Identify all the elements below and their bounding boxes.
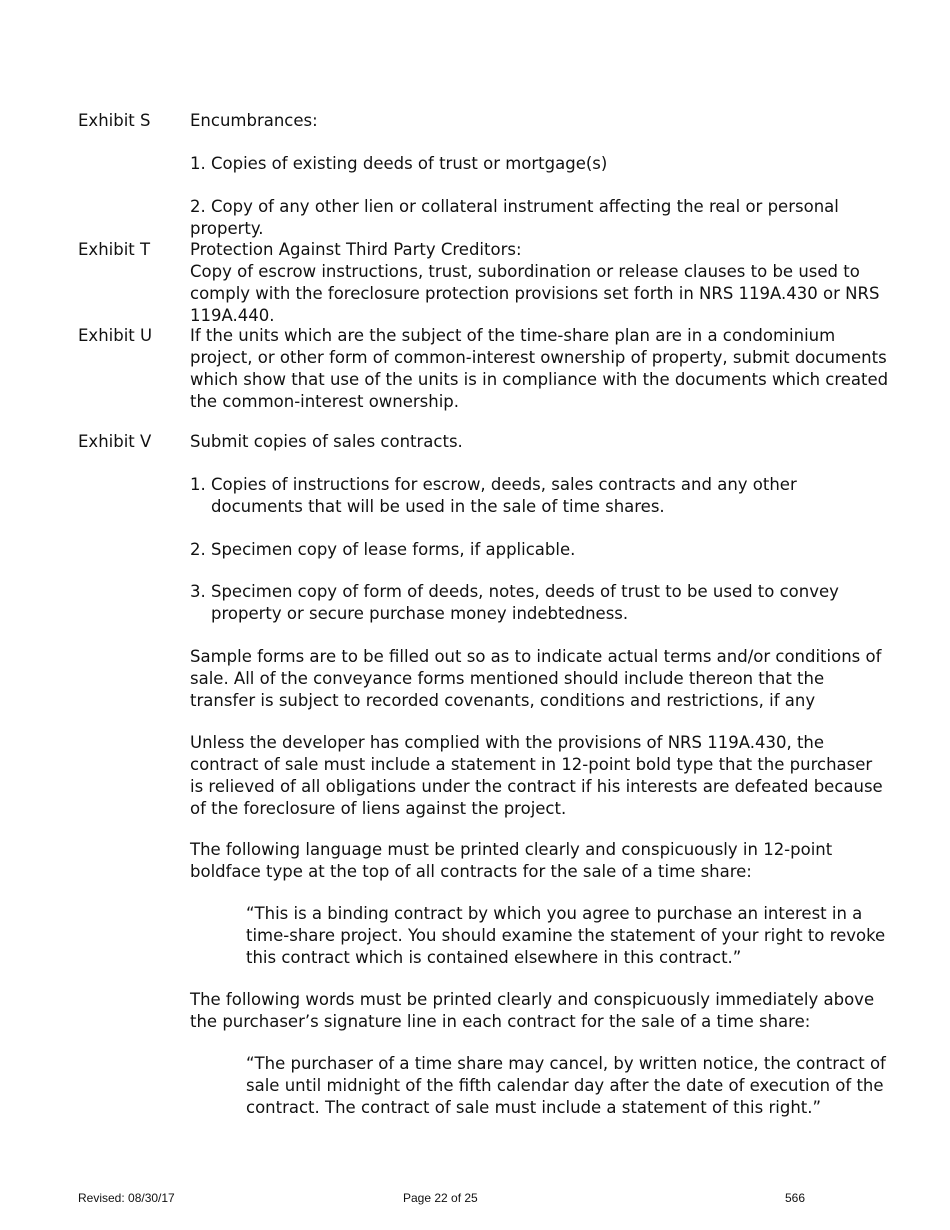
exhibit-v-item-2: 2. Specimen copy of lease forms, if applicable. [190,540,576,559]
exhibit-t-text: Copy of escrow instructions, trust, subordination or release clauses to be used to comply with the foreclosure protection provisions set forth in NRS 119A.430 or NRS 119A.440. [190,262,880,325]
binding-contract-quote: “This is a binding contract by which you agree to purchase an interest in a time-share project. You should examine the statement of your right to revoke this contract which is contained elsewhere in this contract.” [246,904,886,967]
exhibit-u-text: If the units which are the subject of the time-share plan are in a condominium project, or other form of common-interest ownership of property, submit documents which show that use of the units is in compliance with the documents which created the common-interest ownership. [190,326,889,411]
exhibit-v-title: Submit copies of sales contracts. [190,432,463,451]
exhibit-s-item-1: 1. Copies of existing deeds of trust or mortgage(s) [190,154,608,173]
exhibit-t-title: Protection Against Third Party Creditors: [190,240,522,259]
exhibit-s-item-2: 2. Copy of any other lien or collateral instrument affecting the real or personal property. [190,197,839,238]
signature-line-paragraph: The following words must be printed clearly and conspicuously immediately above the purchaser’s signature line in each contract for the sale of a time share: [190,990,875,1031]
exhibit-s-label: Exhibit S [78,111,151,130]
exhibit-s-title: Encumbrances: [190,111,318,130]
exhibit-u-label: Exhibit U [78,326,153,345]
footer-page-number: Page 22 of 25 [403,1191,478,1205]
exhibit-v-item-3: 3. Specimen copy of form of deeds, notes, deeds of trust to be used to convey property or secure purchase money indebtedness. [190,582,839,623]
binding-language-paragraph: The following language must be printed clearly and conspicuously in 12-point boldface type at the top of all contracts for the sale of a time share: [190,840,833,881]
footer-revised-date: Revised: 08/30/17 [78,1191,175,1205]
cancel-right-quote: “The purchaser of a time share may cancel, by written notice, the contract of sale until midnight of the fifth calendar day after the date of execution of the contract. The contract of sale must include a statement of this right.” [246,1054,886,1117]
sample-forms-paragraph: Sample forms are to be filled out so as to indicate actual terms and/or conditions of sale. All of the conveyance forms mentioned should include thereon that the transfer is subject to recorded covenants, conditions and restrictions, if any [190,647,882,710]
exhibit-v-item-1: 1. Copies of instructions for escrow, deeds, sales contracts and any other documents that will be used in the sale of time shares. [190,475,797,516]
exhibit-v-label: Exhibit V [78,432,152,451]
unless-developer-paragraph: Unless the developer has complied with the provisions of NRS 119A.430, the contract of sale must include a statement in 12-point bold type that the purchaser is relieved of all obligations under the contract if his interests are defeated because of the foreclosure of liens against the project. [190,733,883,818]
exhibit-t-label: Exhibit T [78,240,151,259]
footer-form-code: 566 [785,1191,806,1205]
